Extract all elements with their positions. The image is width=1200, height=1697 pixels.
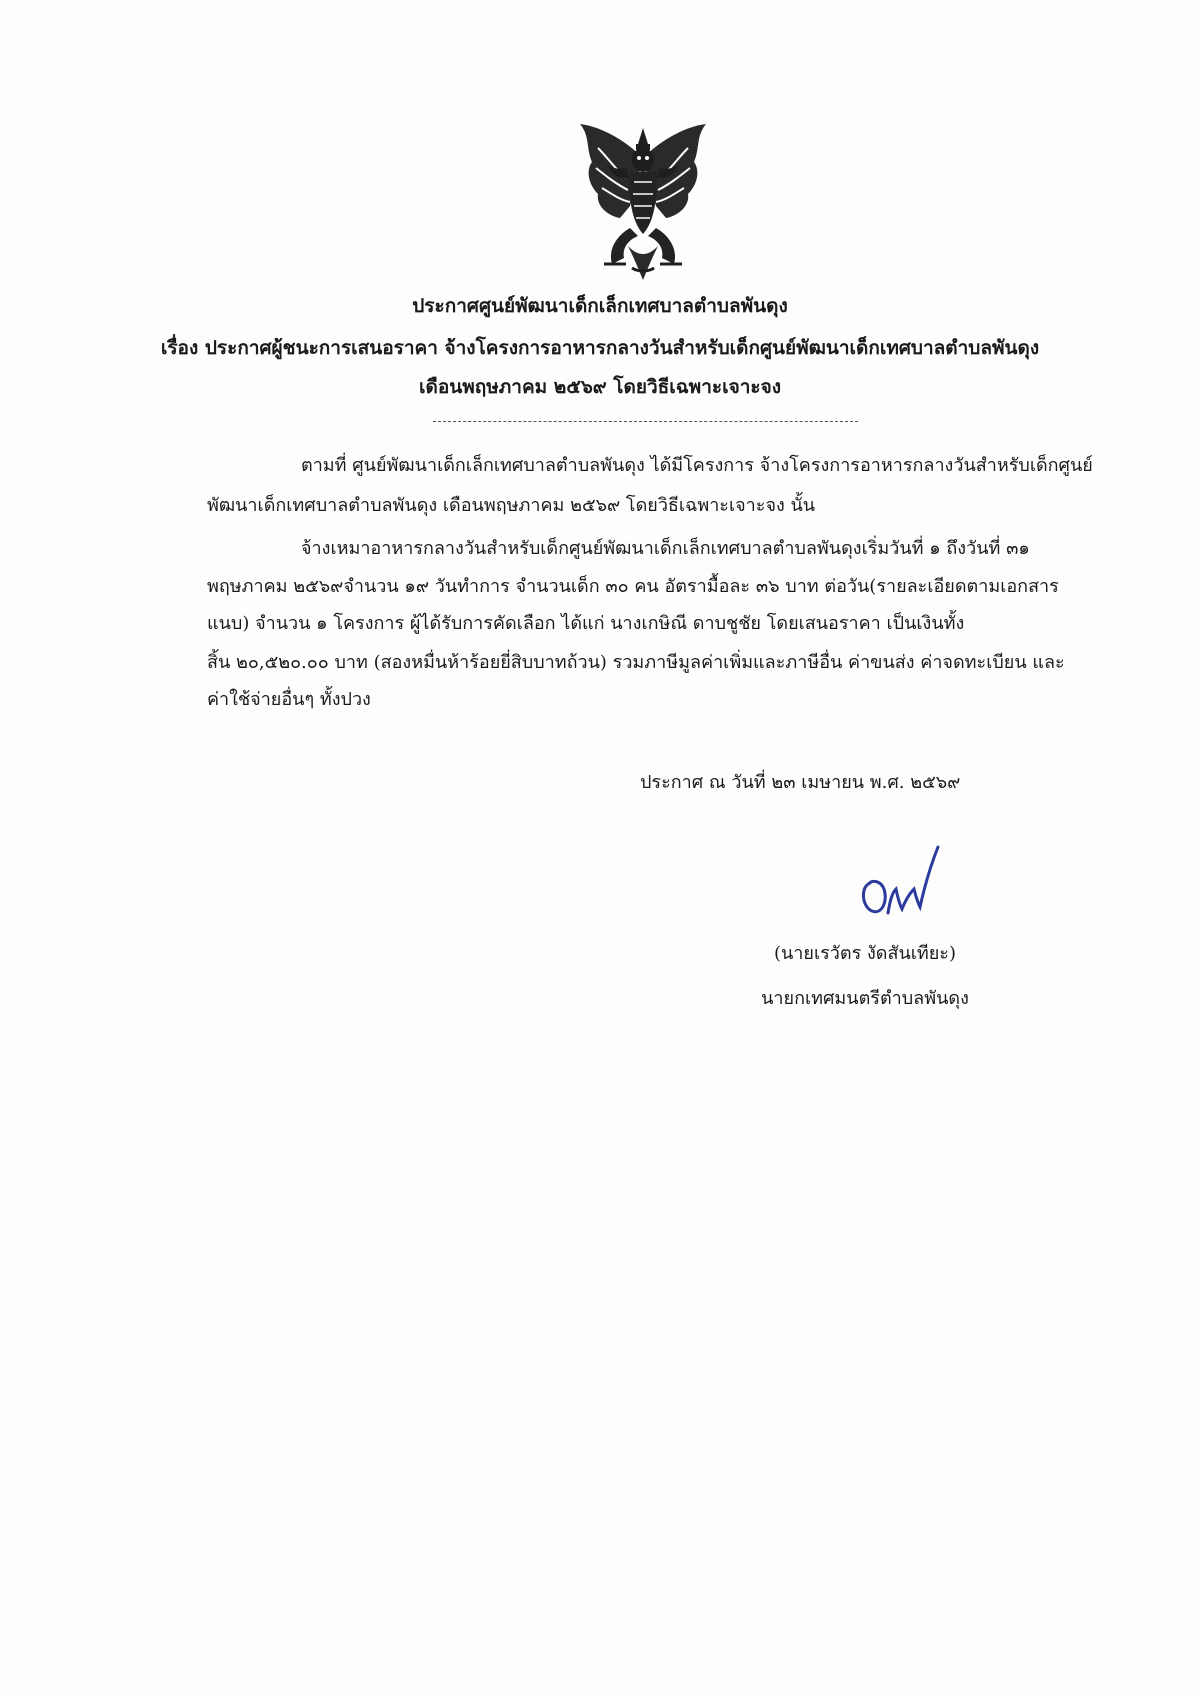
paragraph-2-line-4: สิ้น ๒๐,๕๒๐.๐๐ บาท (สองหมื่นห้าร้อยยี่สิบบาทถ้วน) รวมภาษีมูลค่าเพิ่มและภาษีอื่น ค่าขนส่ง ค่าจดทะเบียน และ (207, 652, 1065, 673)
paragraph-1-line-2: พัฒนาเด็กเทศบาลตำบลพันดุง เดือนพฤษภาคม ๒๕๖๙ โดยวิธีเฉพาะเจาะจง นั้น (207, 495, 816, 516)
announcement-date: ประกาศ ณ วันที่ ๒๓ เมษายน พ.ศ. ๒๕๖๙ (640, 772, 961, 793)
paragraph-2-line-1: จ้างเหมาอาหารกลางวันสำหรับเด็กศูนย์พัฒนาเด็กเล็กเทศบาลตำบลพันดุงเริ่มวันที่ ๑ ถึงวันที่ ๓๑ (301, 538, 1030, 559)
signature-icon (858, 843, 942, 921)
paragraph-1-line-1: ตามที่ ศูนย์พัฒนาเด็กเล็กเทศบาลตำบลพันดุง ได้มีโครงการ จ้างโครงการอาหารกลางวันสำหรับเด็กศูนย์ (301, 455, 1093, 476)
paragraph-2-line-5: ค่าใช้จ่ายอื่นๆ ทั้งปวง (207, 689, 371, 710)
announcement-subject-continued: เดือนพฤษภาคม ๒๕๖๙ โดยวิธีเฉพาะเจาะจง (418, 376, 781, 398)
header-divider (433, 421, 858, 422)
announcement-title: ประกาศศูนย์พัฒนาเด็กเล็กเทศบาลตำบลพันดุง (412, 295, 788, 317)
paragraph-2-line-3: แนบ) จำนวน ๑ โครงการ ผู้ได้รับการคัดเลือก ได้แก่ นางเกษิณี ดาบชูชัย โดยเสนอราคา เป็นเงินทั้ง (207, 613, 965, 634)
garuda-emblem-icon (568, 118, 718, 286)
signatory-title: นายกเทศมนตรีตำบลพันดุง (761, 988, 969, 1009)
signatory-name: (นายเรวัตร งัดสันเทียะ) (773, 943, 956, 964)
announcement-subject: เรื่อง ประกาศผู้ชนะการเสนอราคา จ้างโครงการอาหารกลางวันสำหรับเด็กศูนย์พัฒนาเด็กเทศบาลตำบลพันดุง (160, 337, 1040, 359)
paragraph-2-line-2: พฤษภาคม ๒๕๖๙จำนวน ๑๙ วันทำการ จำนวนเด็ก ๓๐ คน อัตรามื้อละ ๓๖ บาท ต่อวัน(รายละเอียดตามเอกสาร (207, 576, 1059, 597)
